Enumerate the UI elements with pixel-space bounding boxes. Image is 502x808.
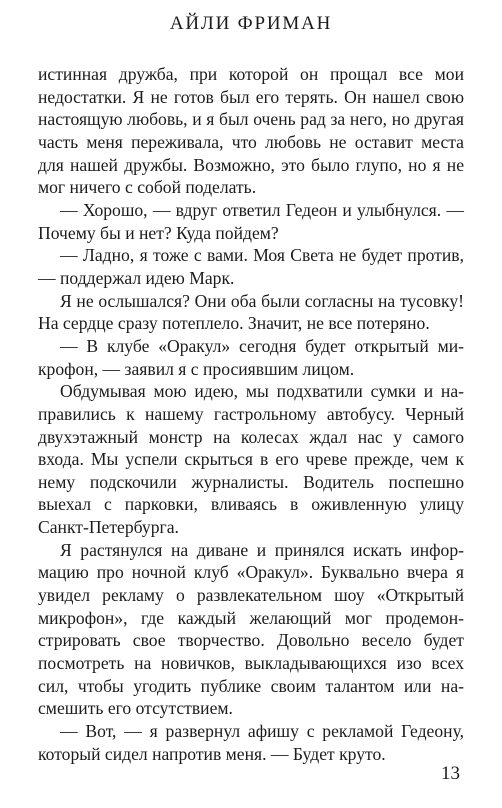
paragraph: — Хорошо, — вдруг ответил Гедеон и улыбнулся. — Почему бы и нет? Куда пойдем?: [38, 199, 464, 243]
body-text: [38, 63, 464, 765]
paragraph: Я не ослышался? Они оба были согласны на тусовку! На сердце сразу потеплело. Значит, не все потеряно.: [38, 290, 464, 334]
page-number: 13: [441, 763, 460, 784]
running-header: АЙЛИ ФРИМАН: [169, 13, 333, 34]
paragraph: — Вот, — я развернул афишу с рекламой Гедеону, который сидел напротив меня. — Будет круто.: [38, 721, 464, 764]
paragraph: — В клубе «Оракул» сегодня будет открытый микрофон, — заявил я с просиявшим лицом.: [38, 335, 464, 379]
paragraph: — Ладно, я тоже с вами. Моя Света не будет против, — поддержал идею Марк.: [38, 245, 464, 288]
paragraph: Я растянулся на диване и принялся искать информацию про ночной клуб «Оракул». Буквально вчера я увидел рекламу о развлекательном шоу «Открытый микрофон», где каждый желающий мог продемонстрировать свое творчество. Довольно весело будет посмотреть на новичков, выкладывающихся изо всех сил, чтобы угодить публике своим талантом или насмешить его отсутствием.: [38, 539, 464, 719]
paragraph: Обдумывая мою идею, мы подхватили сумки и направились к нашему гастрольному автобусу. Черный двухэтажный монстр на колесах ждал нас у самого входа. Мы успели скрыться в его чреве прежде, чем к нему подскочили журналисты. Водитель поспешно выехал с парковки, вливаясь в оживленную улицу Санкт-Петербурга.: [38, 381, 464, 538]
paragraph: истинная дружба, при которой он прощал все мои недостатки. Я не готов был его терять. Он нашел свою настоящую любовь, и я был очень рад за него, но другая часть меня переживала, что любовь не оставит места для нашей дружбы. Возможно, это было глупо, но я не мог ничего с собой поделать.: [38, 64, 464, 198]
